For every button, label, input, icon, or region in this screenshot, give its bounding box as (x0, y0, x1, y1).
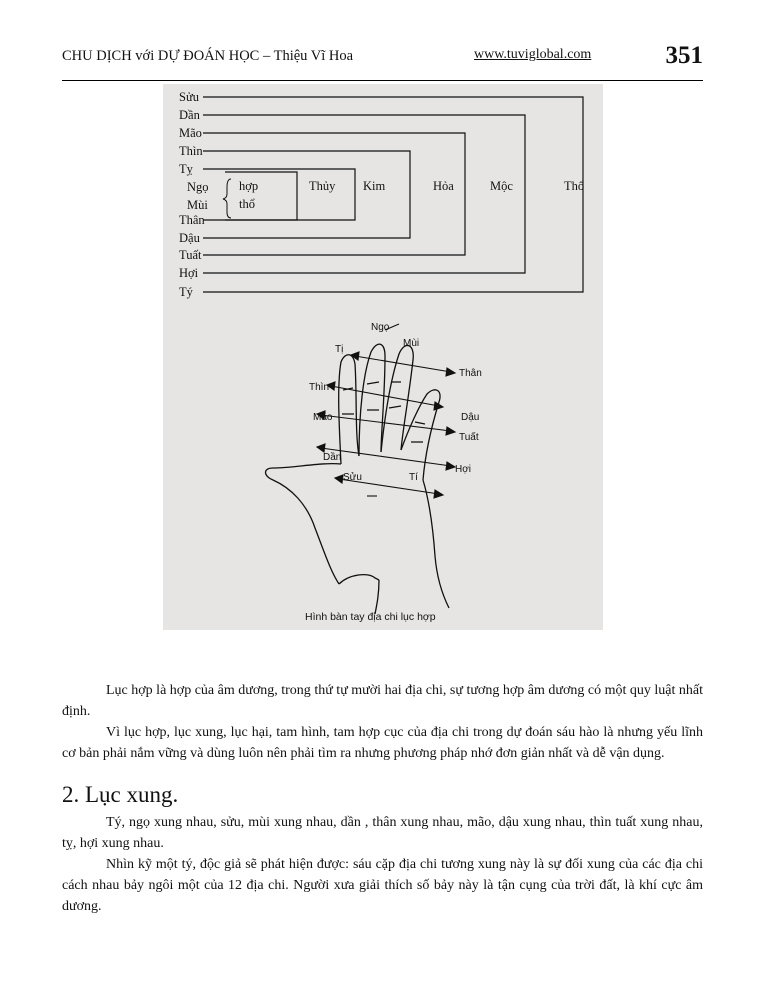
branch-labels (179, 90, 209, 299)
hand-label-dan: Dần (323, 452, 342, 463)
hand-label-dau: Dậu (461, 412, 480, 423)
element-label: Mộc (490, 179, 513, 193)
element-label: Thổ (564, 179, 585, 193)
branch-label: Thìn (179, 144, 203, 158)
branch-label: Thân (179, 213, 205, 227)
branch-label: Dậu (179, 231, 200, 245)
figure-caption: Hình bàn tay địa chi lục hợp (305, 611, 436, 623)
body-section-1 (62, 680, 703, 764)
paragraph: Tý, ngọ xung nhau, sửu, mùi xung nhau, dần , thân xung nhau, mão, dậu xung nhau, thìn tuất xung nhau, tỵ, hợi xung nhau. (62, 815, 703, 851)
element-label: Kim (363, 179, 386, 193)
hand-label-thin: Thìn (309, 382, 330, 393)
branch-label: Ngọ (187, 180, 209, 194)
branch-label: Sửu (179, 90, 199, 104)
hand-label-ti-bottom: Tí (409, 472, 418, 483)
page-number: 351 (665, 42, 703, 69)
hand-label-than: Thân (459, 368, 482, 379)
figure-scan (163, 84, 603, 630)
branch-label: Hợi (179, 266, 199, 280)
bracket-lines (203, 97, 583, 292)
branch-label: Mùi (187, 198, 208, 212)
hand-label-hoi: Hợi (455, 464, 472, 475)
branch-label: Mão (179, 126, 202, 140)
hand-label-ngo: Ngọ (371, 322, 390, 333)
element-label: Thủy (309, 179, 336, 193)
hand-label-ti: Tị (335, 344, 344, 355)
hop-label: hợp (239, 179, 259, 193)
website-link[interactable]: www.tuviglobal.com (474, 47, 592, 62)
branch-label: Tuất (179, 248, 202, 262)
element-label: Hỏa (433, 179, 454, 193)
brace-mark (223, 179, 231, 218)
hand-label-mao: Mão (313, 412, 333, 423)
body-section-2 (62, 812, 703, 917)
branch-label: Tỵ (179, 162, 193, 176)
hand-label-mui: Mùi (403, 338, 420, 349)
tho-label: thổ (239, 197, 255, 211)
branch-diagram (163, 84, 603, 630)
branch-label: Dần (179, 108, 200, 122)
element-labels (309, 179, 584, 193)
paragraph: Nhìn kỹ một tý, độc giả sẽ phát hiện được: sáu cặp địa chi tương xung này là sự đối xung của các địa chi cách nhau bảy ngôi một của 12 địa chi. Người xưa giải thích số bảy này là tận cụng của trời đất, là khí cực âm dương. (62, 857, 703, 914)
hand-label-tuat: Tuất (459, 432, 479, 443)
book-title: CHU DỊCH với DỰ ĐOÁN HỌC – Thiệu Vĩ Hoa (62, 48, 354, 64)
paragraph: Vì lục hợp, lục xung, lục hại, tam hình, tam hợp cục của địa chi trong dự đoán sáu hào là nhưng yếu lĩnh cơ bản phải nắm vững và dùng luôn nên phải tìm ra nhưng phương pháp nhớ đơn giản nhất và dễ vận dụng. (62, 725, 703, 761)
page-header (62, 44, 703, 81)
paragraph: Lục hợp là hợp của âm dương, trong thứ tự mười hai địa chi, sự tương hợp âm dương có một quy luật nhất định. (62, 683, 703, 719)
branch-label: Tý (179, 285, 193, 299)
hand-label-suu: Sửu (343, 472, 362, 483)
section-heading: 2. Lục xung. (62, 782, 179, 807)
